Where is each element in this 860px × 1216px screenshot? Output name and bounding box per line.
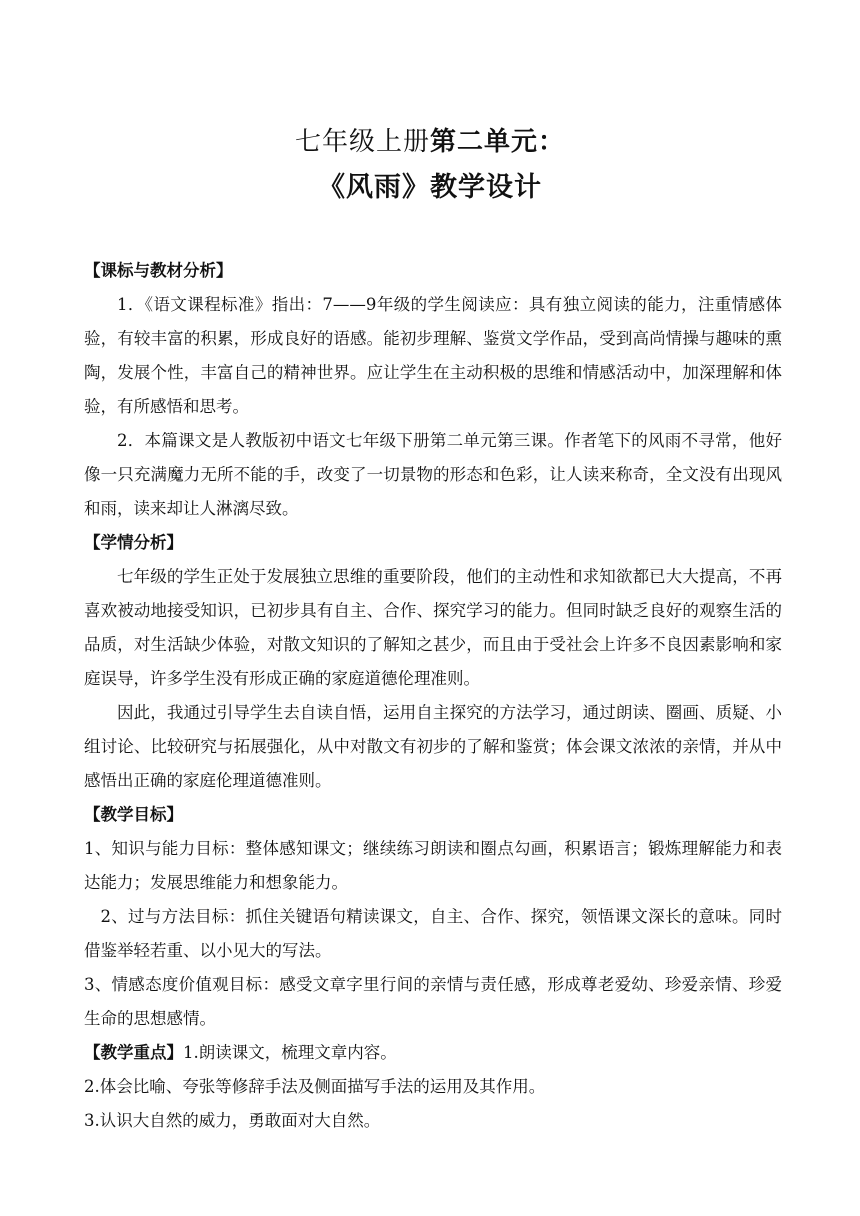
keypoints-line-1 (84, 1036, 782, 1070)
section-heading-students: 【学情分析】 (84, 533, 183, 552)
title-unit-text: 第二单元： (430, 127, 566, 157)
goal-item-3: 3、情感态度价值观目标：感受文章字里行间的亲情与责任感，形成尊老爱幼、珍爱亲情、珍爱生命的思想感情。 (84, 975, 782, 1028)
keypoint-item-2: 2.体会比喻、夸张等修辞手法及侧面描写手法的运用及其作用。 (84, 1077, 546, 1096)
curriculum-paragraph-1: 1．《语文课程标准》指出：7——9年级的学生阅读应：具有独立阅读的能力，注重情感体验，有较丰富的积累，形成良好的语感。能初步理解、鉴赏文学作品，受到高尚情操与趣味的熏陶，发展个性，丰富自己的精神世界。应让学生在主动积极的思维和情感活动中，加深理解和体验，有所感悟和思考。 (84, 295, 782, 416)
section-heading-keypoints: 【教学重点】 (84, 1043, 183, 1062)
curriculum-paragraph-2: 2．本篇课文是人教版初中语文七年级下册第二单元第三课。作者笔下的风雨不寻常，他好像一只充满魔力无所不能的手，改变了一切景物的形态和色彩，让人读来称奇，全文没有出现风和雨，读来却让人淋漓尽致。 (84, 431, 782, 518)
document-title-line2: 《风雨》教学设计 (318, 172, 542, 203)
keypoint-item-3: 3.认识大自然的威力，勇敢面对大自然。 (84, 1111, 381, 1130)
goal-item-1: 1、知识与能力目标：整体感知课文；继续练习朗读和圈点勾画，积累语言；锻炼理解能力和表达能力；发展思维能力和想象能力。 (84, 839, 782, 892)
students-paragraph-1: 七年级的学生正处于发展独立思维的重要阶段，他们的主动性和求知欲都已大大提高，不再喜欢被动地接受知识，已初步具有自主、合作、探究学习的能力。但同时缺乏良好的观察生活的品质，对生活缺少体验，对散文知识的了解知之甚少，而且由于受社会上许多不良因素影响和家庭误导，许多学生没有形成正确的家庭道德伦理准则。 (84, 567, 782, 688)
section-heading-curriculum: 【课标与教材分析】 (84, 261, 233, 280)
title-grade-text: 七年级上册 (294, 127, 430, 157)
goal-item-2: 2、过与方法目标：抓住关键语句精读课文，自主、合作、探究，领悟课文深长的意味。同时借鉴举轻若重、以小见大的写法。 (84, 907, 782, 960)
document-body (84, 254, 782, 1138)
document-title-line1 (0, 124, 860, 160)
section-heading-goals: 【教学目标】 (84, 805, 183, 824)
students-paragraph-2: 因此，我通过引导学生去自读自悟，运用自主探究的方法学习，通过朗读、圈画、质疑、小组讨论、比较研究与拓展强化，从中对散文有初步的了解和鉴赏；体会课文浓浓的亲情，并从中感悟出正确的家庭伦理道德准则。 (84, 703, 782, 790)
keypoint-item-1: 1.朗读课文，梳理文章内容。 (183, 1043, 397, 1062)
